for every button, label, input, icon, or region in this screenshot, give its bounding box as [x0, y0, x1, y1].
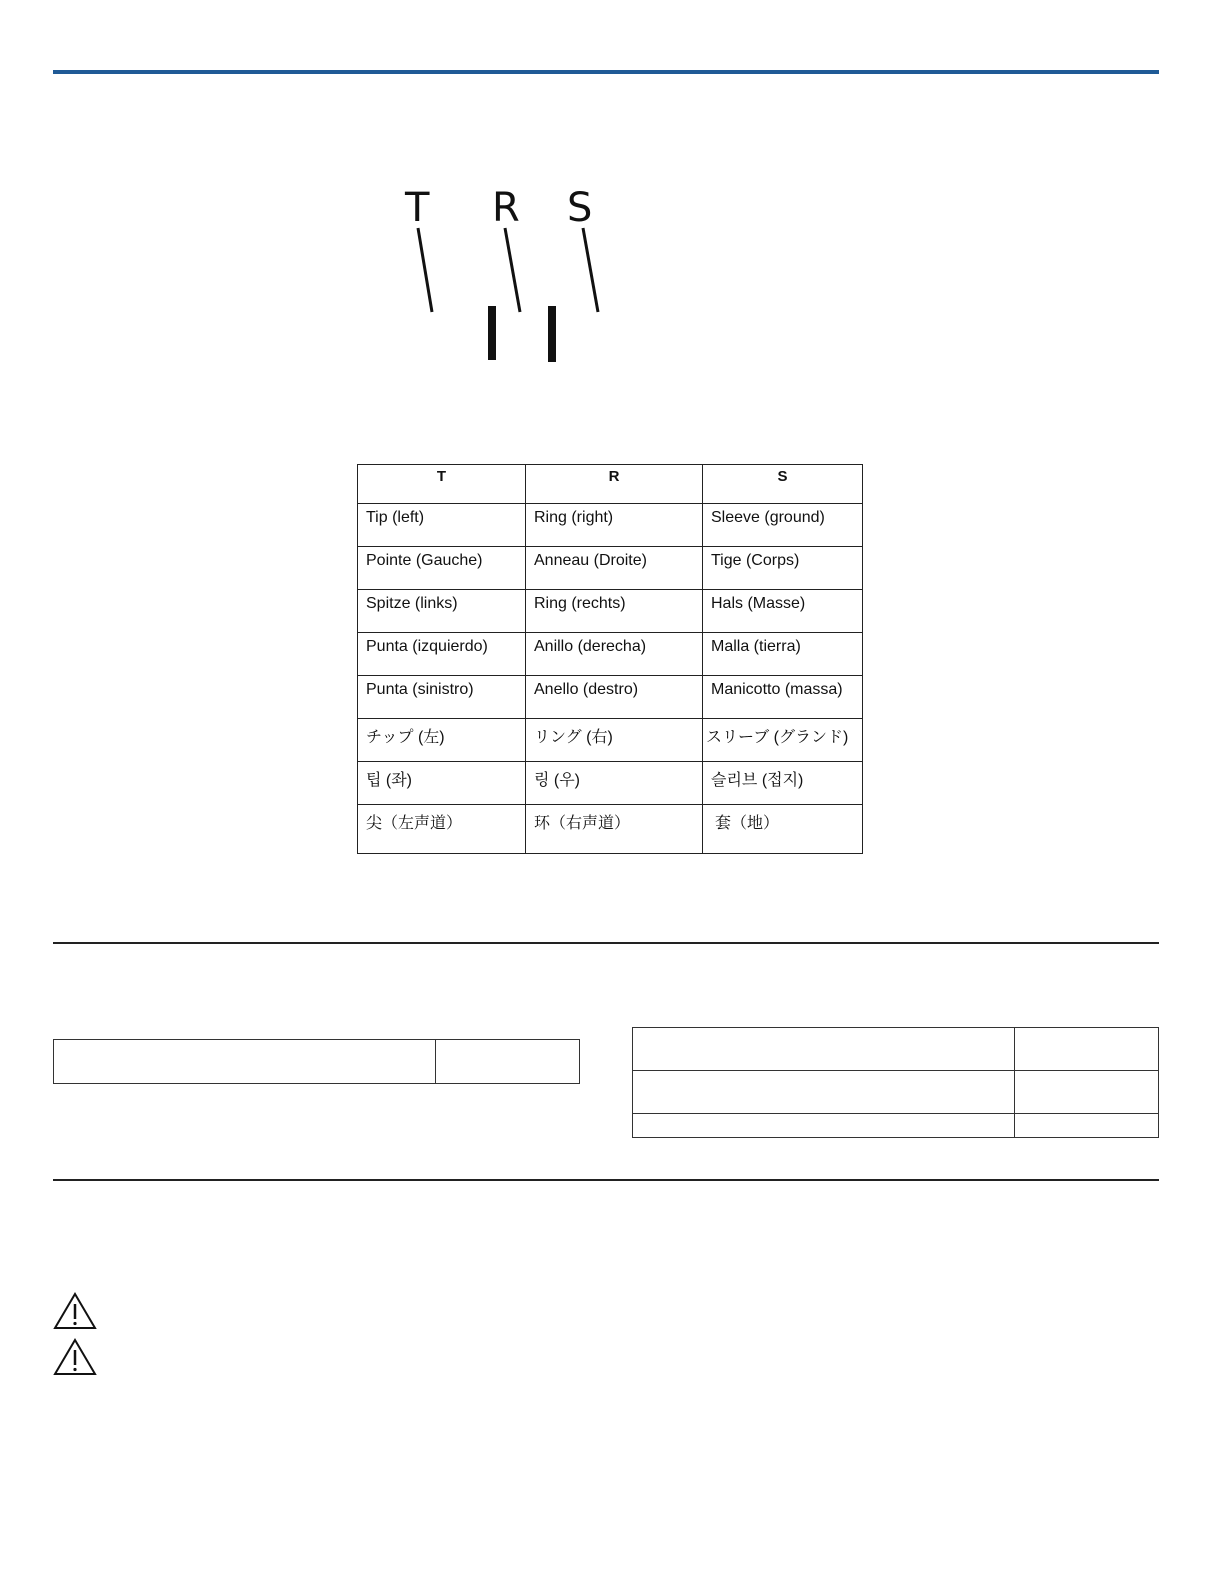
diagram-label-s: S [567, 185, 593, 231]
table-row [358, 590, 863, 633]
table-row [358, 504, 863, 547]
table-cell: 环（右声道） [526, 805, 703, 854]
spec-table-left [53, 1039, 580, 1084]
table-cell: 슬리브 (접지) [703, 762, 863, 805]
table-cell: 尖（左声道） [358, 805, 526, 854]
table-cell: チップ (左) [358, 719, 526, 762]
table-row [358, 762, 863, 805]
table-cell: Malla (tierra) [703, 633, 863, 676]
ring-pointer-line [505, 228, 520, 312]
diagram-label-r: R [492, 185, 520, 231]
table-row [358, 547, 863, 590]
spec-cell [54, 1040, 436, 1083]
table-cell: Anillo (derecha) [526, 633, 703, 676]
trs-wiring-table [357, 464, 863, 854]
table-cell: 套（地） [703, 805, 863, 854]
table-row [358, 676, 863, 719]
table-row [358, 719, 863, 762]
section-divider [53, 1179, 1159, 1181]
connector-band-1 [488, 306, 496, 360]
table-cell: Spitze (links) [358, 590, 526, 633]
table-cell: Sleeve (ground) [703, 504, 863, 547]
sleeve-pointer-line [583, 228, 598, 312]
table-header-row [358, 465, 863, 504]
table-row [358, 805, 863, 854]
table-cell: Anello (destro) [526, 676, 703, 719]
table-cell: Tige (Corps) [703, 547, 863, 590]
table-cell: Punta (izquierdo) [358, 633, 526, 676]
table-cell: Tip (left) [358, 504, 526, 547]
table-cell: Anneau (Droite) [526, 547, 703, 590]
table-cell: Ring (rechts) [526, 590, 703, 633]
table-header-t: T [358, 465, 526, 504]
table-header-s: S [703, 465, 863, 504]
table-cell: Ring (right) [526, 504, 703, 547]
table-cell: Punta (sinistro) [358, 676, 526, 719]
warning-icon [53, 1292, 97, 1330]
tip-pointer-line [418, 228, 432, 312]
spec-table-right [632, 1027, 1159, 1138]
table-row [358, 633, 863, 676]
spec-row-divider [633, 1113, 1158, 1114]
spec-cell [633, 1028, 1015, 1137]
table-cell: Hals (Masse) [703, 590, 863, 633]
section-divider [53, 942, 1159, 944]
diagram-lines [0, 0, 1224, 420]
table-cell: Pointe (Gauche) [358, 547, 526, 590]
spec-row-divider [633, 1070, 1158, 1071]
table-cell: リング (右) [526, 719, 703, 762]
table-header-r: R [526, 465, 703, 504]
table-cell: 링 (우) [526, 762, 703, 805]
table-cell: Manicotto (massa) [703, 676, 863, 719]
connector-band-2 [548, 306, 556, 362]
table-cell: スリーブ (グランド) [703, 719, 863, 762]
diagram-label-t: T [405, 185, 430, 231]
warning-icon [53, 1338, 97, 1376]
table-cell: 팁 (좌) [358, 762, 526, 805]
